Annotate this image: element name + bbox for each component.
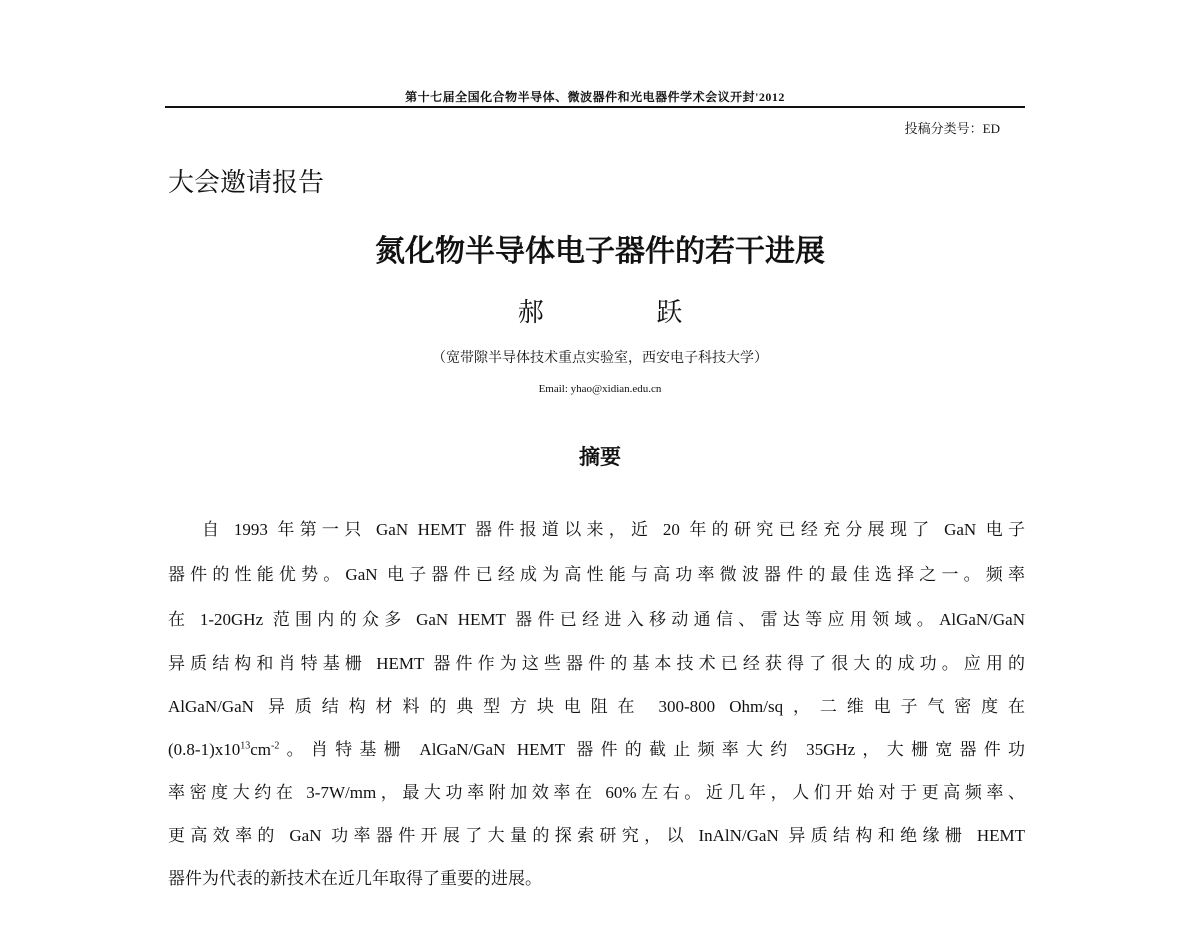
abstract-line: AlGaN/GaN 异质结构材料的典型方块电阻在 300-800 Ohm/sq，二维电子气密度在 (168, 697, 1025, 716)
affiliation: （宽带隙半导体技术重点实验室，西安电子科技大学） (432, 351, 768, 366)
unit-text: cm (250, 740, 272, 759)
abstract-line: 器件为代表的新技术在近几年取得了重要的进展。 (168, 869, 542, 888)
paper-title: 氮化物半导体电子器件的若干进展 (375, 235, 825, 268)
abstract-heading: 摘要 (579, 445, 621, 469)
exponent: 13 (240, 740, 251, 752)
abstract-line: 自 1993 年第一只 GaN HEMT 器件报道以来，近 20 年的研究已经充分展现了 GaN 电子 (202, 520, 1025, 539)
author: 郝 跃 (517, 298, 721, 327)
abstract-line (168, 738, 1025, 762)
conference-header: 第十七届全国化合物半导体、微波器件和光电器件学术会议开封'2012 (405, 90, 785, 104)
abstract-line: 率密度大约在 3-7W/mm，最大功率附加效率在 60%左右。近几年，人们开始对于更高频率、 (168, 783, 1025, 802)
abstract-line: 异质结构和肖特基栅 HEMT 器件作为这些器件的基本技术已经获得了很大的成功。应用的 (168, 654, 1025, 673)
email: Email: yhao@xidian.edu.cn (538, 383, 662, 395)
exponent: -2 (271, 740, 280, 752)
header-rule (165, 106, 1025, 108)
abstract-line: 在 1-20GHz 范围内的众多 GaN HEMT 器件已经进入移动通信、雷达等应用领域。AlGaN/GaN (168, 610, 1025, 629)
section-label: 大会邀请报告 (168, 168, 325, 197)
abstract-line: 器件的性能优势。GaN 电子器件已经成为高性能与高功率微波器件的最佳选择之一。频率 (168, 565, 1025, 584)
classification-code: 投稿分类号：ED (904, 121, 1000, 136)
line-text: 。肖特基栅 AlGaN/GaN HEMT 器件的截止频率大约 35GHz，大栅宽器件功 (279, 740, 1025, 759)
abstract-line: 更高效率的 GaN 功率器件开展了大量的探索研究，以 InAlN/GaN 异质结构和绝缘栅 HEMT (168, 826, 1025, 845)
density-text: (0.8-1)x10 (168, 740, 241, 759)
